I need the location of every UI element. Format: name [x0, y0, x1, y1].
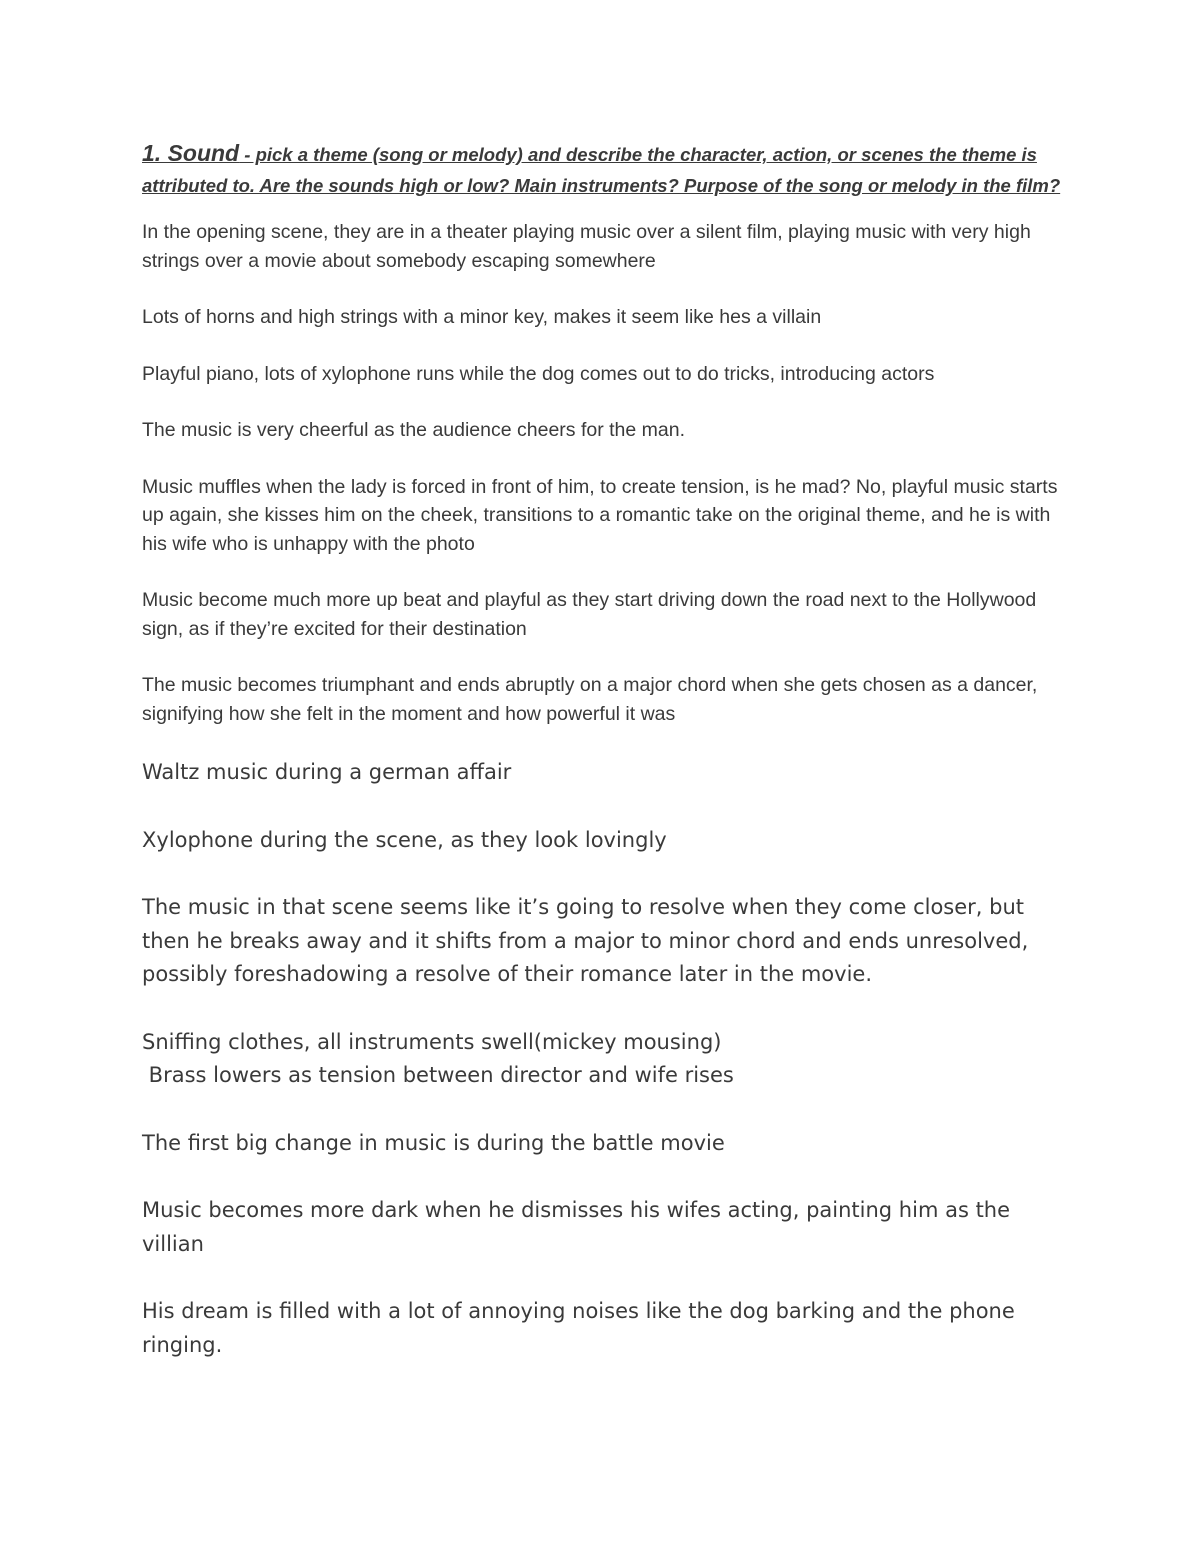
heading-lead: 1. Sound	[142, 140, 240, 166]
answer-paragraph: The music becomes triumphant and ends abruptly on a major chord when she gets chosen as a dancer, signifying how she felt in the moment and how powerful it was	[142, 674, 1038, 725]
answer-paragraph: The music in that scene seems like it’s going to resolve when they come closer, but then he breaks away and it shifts from a major to minor chord and ends unresolved, possibly foreshadowing a resolve of their romance later in the movie.	[142, 895, 1029, 986]
answer-paragraph: Brass lowers as tension between director and wife rises	[142, 1063, 734, 1087]
document-page	[142, 138, 1072, 1396]
answer-paragraph: Playful piano, lots of xylophone runs while the dog comes out to do tricks, introducing actors	[142, 362, 935, 385]
answer-paragraph: The music is very cheerful as the audience cheers for the man.	[142, 419, 686, 441]
answer-paragraph: His dream is filled with a lot of annoying noises like the dog barking and the phone ringing.	[142, 1299, 1015, 1357]
answer-paragraph: Music becomes more dark when he dismisses his wifes acting, painting him as the villian	[142, 1198, 1011, 1256]
answer-paragraph: Lots of horns and high strings with a minor key, makes it seem like hes a villain	[142, 306, 822, 328]
answer-paragraph: Xylophone during the scene, as they look lovingly	[142, 827, 667, 852]
answer-paragraph: Music muffles when the lady is forced in front of him, to create tension, is he mad? No, playful music starts up again, she kisses him on the cheek, transitions to a romantic take on the original theme, and he is with his wife who is unhappy with the photo	[142, 475, 1058, 555]
answer-paragraph: Waltz music during a german affair	[142, 760, 512, 784]
answer-paragraph: In the opening scene, they are in a theater playing music over a silent film, playing music with very high strings over a movie about somebody escaping somewhere	[142, 221, 1031, 272]
answer-paragraph: Music become much more up beat and playful as they start driving down the road next to the Hollywood sign, as if they’re excited for their destination	[142, 589, 1037, 640]
question-heading	[142, 138, 1072, 201]
answer-paragraph: The first big change in music is during the battle movie	[142, 1130, 725, 1155]
answer-paragraph: Sniffing clothes, all instruments swell(mickey mousing)	[142, 1029, 722, 1054]
heading-prompt: - pick a theme (song or melody) and describe the character, action, or scenes the theme is attributed to. Are the sounds high or low? Main instruments? Purpose of the song or melody in the film?	[142, 144, 1061, 196]
